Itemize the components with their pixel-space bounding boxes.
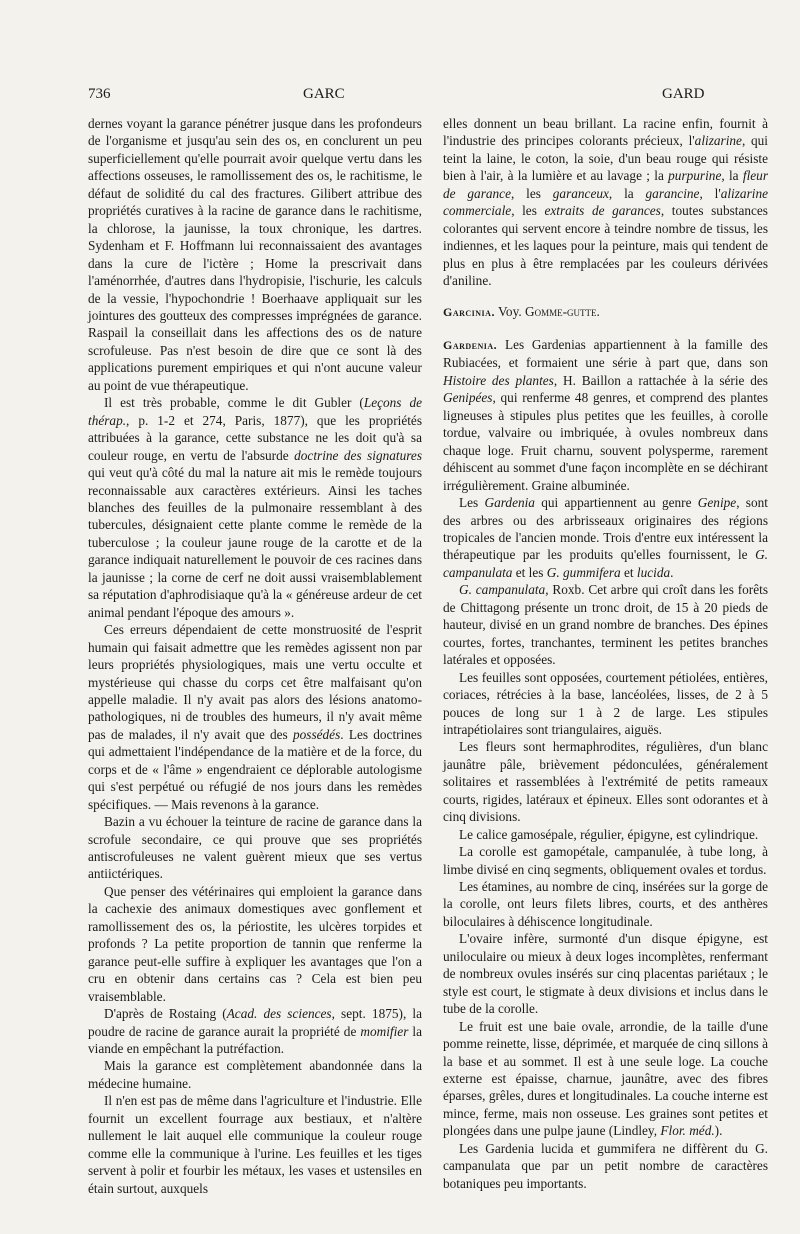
paragraph: Les feuilles sont opposées, courtement pétiolées, entières, coriaces, rétrécies à la base, lancéolées, lisses, de 2 à 5 pouces de long sur 1 à 2 de large. Les stipules intrapétiolaires sont triangulaires, aiguës. — [443, 669, 768, 737]
paragraph: Bazin a vu échouer la teinture de racine de garance dans la scrofule secondaire, ce qui prouve que ses propriétés antiscrofuleuses ne valent guèrent mieux que ses vertus antiictériques. — [88, 814, 422, 882]
entry-gardenia: Gardenia. Les Gardenias appartiennent à la famille des Rubiacées, et formaient une série à part que, dans son Histoire des plantes, H. Baillon a rattachée à la série des Genipées, qui renferme 48 genres, et comprend des plantes ligneuses à stipules plus petites que les feuilles, à corolle tordue, valvaire ou imbriquée, à ovules nombreux dans chaque loge. Fruit charnu, souvent polysperme, rarement déhiscent au sommet d'une façon incomplète en se déchirant irrégulièrement. Graine albuminée. — [443, 336, 768, 493]
page-number: 736 — [88, 86, 111, 102]
paragraph: Que penser des vétérinaires qui emploient la garance dans la cachexie des animaux domestiques avec gonflement et ramollissement des os, la périostite, les ulcères torpides et profonds ? La petite proportion de tannin que renferme la garance peut-elle suffire à expliquer les avantages que l'on a cru en obtenir dans certains cas ? Cela est bien peu vraisemblable. — [88, 883, 422, 1004]
paragraph: Le fruit est une baie ovale, arrondie, de la taille d'une pomme reinette, lisse, déprimée, et marquée de cinq sillons à la base et au sommet. Il est à une seule loge. La couche externe est épaisse, charnue, jaunâtre, avec des fibres éparses, grêles, dures et longitudinales. La couche interne est mince, ferme, mais non osseuse. Les graines sont petites et plongées dans une pulpe jaune (Lindley, Flor. méd.). — [443, 1018, 768, 1139]
paragraph: Les Gardenia qui appartiennent au genre Genipe, sont des arbres ou des arbrisseaux originaires des régions tropicales de l'ancien monde. Trois d'entre eux intéressent la thérapeutique par les produits qu'elles fournissent, le G. campanulata et les G. gummifera et lucida. — [443, 495, 768, 580]
running-head-right: GARD — [662, 86, 705, 102]
paragraph: Il n'en est pas de même dans l'agriculture et l'industrie. Elle fournit un excellent fourrage aux bestiaux, et n'altère nullement le lait auquel elle communique la couleur rouge comme elle la communique à l'urine. Les feuilles et les tiges servent à polir et fourbir les métaux, les vases et ustensiles en étain surtout, auxquels — [88, 1093, 422, 1196]
running-head-left: GARC — [303, 86, 345, 102]
headword: Garcinia. — [443, 304, 495, 319]
left-column — [88, 115, 422, 1197]
entry-garcinia: Garcinia. Voy. Gomme-gutte. — [443, 303, 600, 319]
paragraph: Mais la garance est complètement abandonnée dans la médecine humaine. — [88, 1058, 422, 1091]
paragraph: dernes voyant la garance pénétrer jusque dans les profondeurs de l'organisme et jusqu'au sein des os, en conclurent un peu superficiellement qu'elle pourrait avoir quelque vertu dans les affections osseuses, le ramollissement des os, le rachitisme, le défaut de solidité du cal des fractures. Gilibert attribue des propriétés curatives à la racine de garance dans le rachitisme, la chlorose, la jaunisse, la toux chronique, les dartres. Sydenham et F. Hoffmann lui reconnaissaient des avantages dans la cure de l'ictère ; Home la prescrivait dans l'aménorrhée, d'autres dans l'hydropisie, l'ischurie, les calculs de la vessie, l'hypochondrie ! Boerhaave appliquait sur les jointures des goutteux des compresses imprégnées de garance. Raspail la conseillait dans les affections des os de nature scrofuleuse. Pas n'est besoin de dire que ce sont là des applications purement empiriques et qui n'ont aucune valeur au point de vue thérapeutique. — [88, 116, 422, 393]
headword: Gardenia. — [443, 337, 498, 352]
paragraph: L'ovaire infère, surmonté d'un disque épigyne, est uniloculaire ou mieux à deux loges incomplètes, renfermant de nombreux ovules insérés sur cinq placentas pariétaux ; le style est court, le stigmate à deux divisions et inclus dans le tube de la corolle. — [443, 931, 768, 1017]
paragraph: elles donnent un beau brillant. La racine enfin, fournit à l'industrie des principes colorants précieux, l'alizarine, qui teint la laine, le coton, la soie, d'un beau rouge qui résiste bien à l'air, à la lumière et au lavage ; la purpurine, la fleur de garance, les garanceux, la garancine, l'alizarine commerciale, les extraits de garances, toutes substances colorantes qui servent encore à teindre nombre de tissus, les indiennes, et les laques pour la peinture, mais qui tendent de plus en plus à être remplacées par les couleurs dérivées d'aniline. — [443, 116, 768, 289]
paragraph: G. campanulata, Roxb. Cet arbre qui croît dans les forêts de Chittagong présente un tronc droit, de 15 à 20 pieds de hauteur, divisé en un grand nombre de branches. Des épines courtes, fortes, tranchantes, terminent les petites branches latérales et opposées. — [443, 582, 769, 668]
paragraph: La corolle est gamopétale, campanulée, à tube long, à limbe divisé en cinq segments, obliquement ovales et tordus. — [443, 844, 768, 877]
paragraph: Le calice gamosépale, régulier, épigyne, est cylindrique. — [459, 826, 759, 842]
paragraph: Ces erreurs dépendaient de cette monstruosité de l'esprit humain qui faisait admettre que les remèdes agissent non par leurs propriétés physiologiques, mais une vertu occulte et mystérieuse qui chasse du corps cet être malfaisant qu'on appelle maladie. Il n'y avait pas alors des lésions anatomo-pathologiques, ni de troubles des humeurs, il n'y avait même pas de malades, il n'y avait que des possédés. Les doctrines qui admettaient l'indépendance de la matière et de la force, du corps et de « l'âme » engendraient ce déplorable autologisme qui s'est perpétué ou réfugié de nos jours dans les remèdes spécifiques. — Mais revenons à la garance. — [88, 622, 422, 812]
paragraph: Les Gardenia lucida et gummifera ne diffèrent du G. campanulata que par un petit nombre de caractères botaniques peu importants. — [443, 1140, 768, 1191]
cross-reference: Gomme-gutte. — [525, 303, 600, 319]
paragraph: Les étamines, au nombre de cinq, insérées sur la gorge de la corolle, ont leurs filets libres, courts, et des anthères biloculaires à déhiscence longitudinale. — [443, 879, 768, 929]
paragraph: D'après de Rostaing (Acad. des sciences, sept. 1875), la poudre de racine de garance aurait la propriété de momifier la viande en empêchant la putréfaction. — [88, 1006, 423, 1057]
paragraph: Les fleurs sont hermaphrodites, régulières, d'un blanc jaunâtre pâle, brièvement pédonculées, généralement solitaires et rassemblées à l'extrémité de petits rameaux courts, rigides, latéraux et épineux. Elles sont odorantes et à cinq divisions. — [443, 739, 768, 825]
right-column — [443, 115, 768, 1192]
page-header — [88, 86, 760, 108]
paragraph: Il est très probable, comme le dit Gubler (Leçons de thérap., p. 1-2 et 274, Paris, 1877), que les propriétés attribuées à la garance, cette substance ne les doit qu'à sa couleur rouge, en vertu de l'absurde doctrine des signatures qui veut qu'à côté du mal la nature ait mis le remède toujours reconnaissable aux caractères extérieurs. Ainsi les taches blanches des feuilles de la pulmonaire ressemblant à des tubercules, désignaient cette plante comme le remède de la tuberculose ; la couleur jaune rouge de la carotte et de la garance indiquait naturellement le pouvoir de ces racines dans la jaunisse ; la corne de cerf ne doit aussi vraisemblablement sa réputation d'aphrodisiaque qu'à la « généreuse ardeur de cet animal pendant l'époque des amours ». — [88, 395, 423, 620]
